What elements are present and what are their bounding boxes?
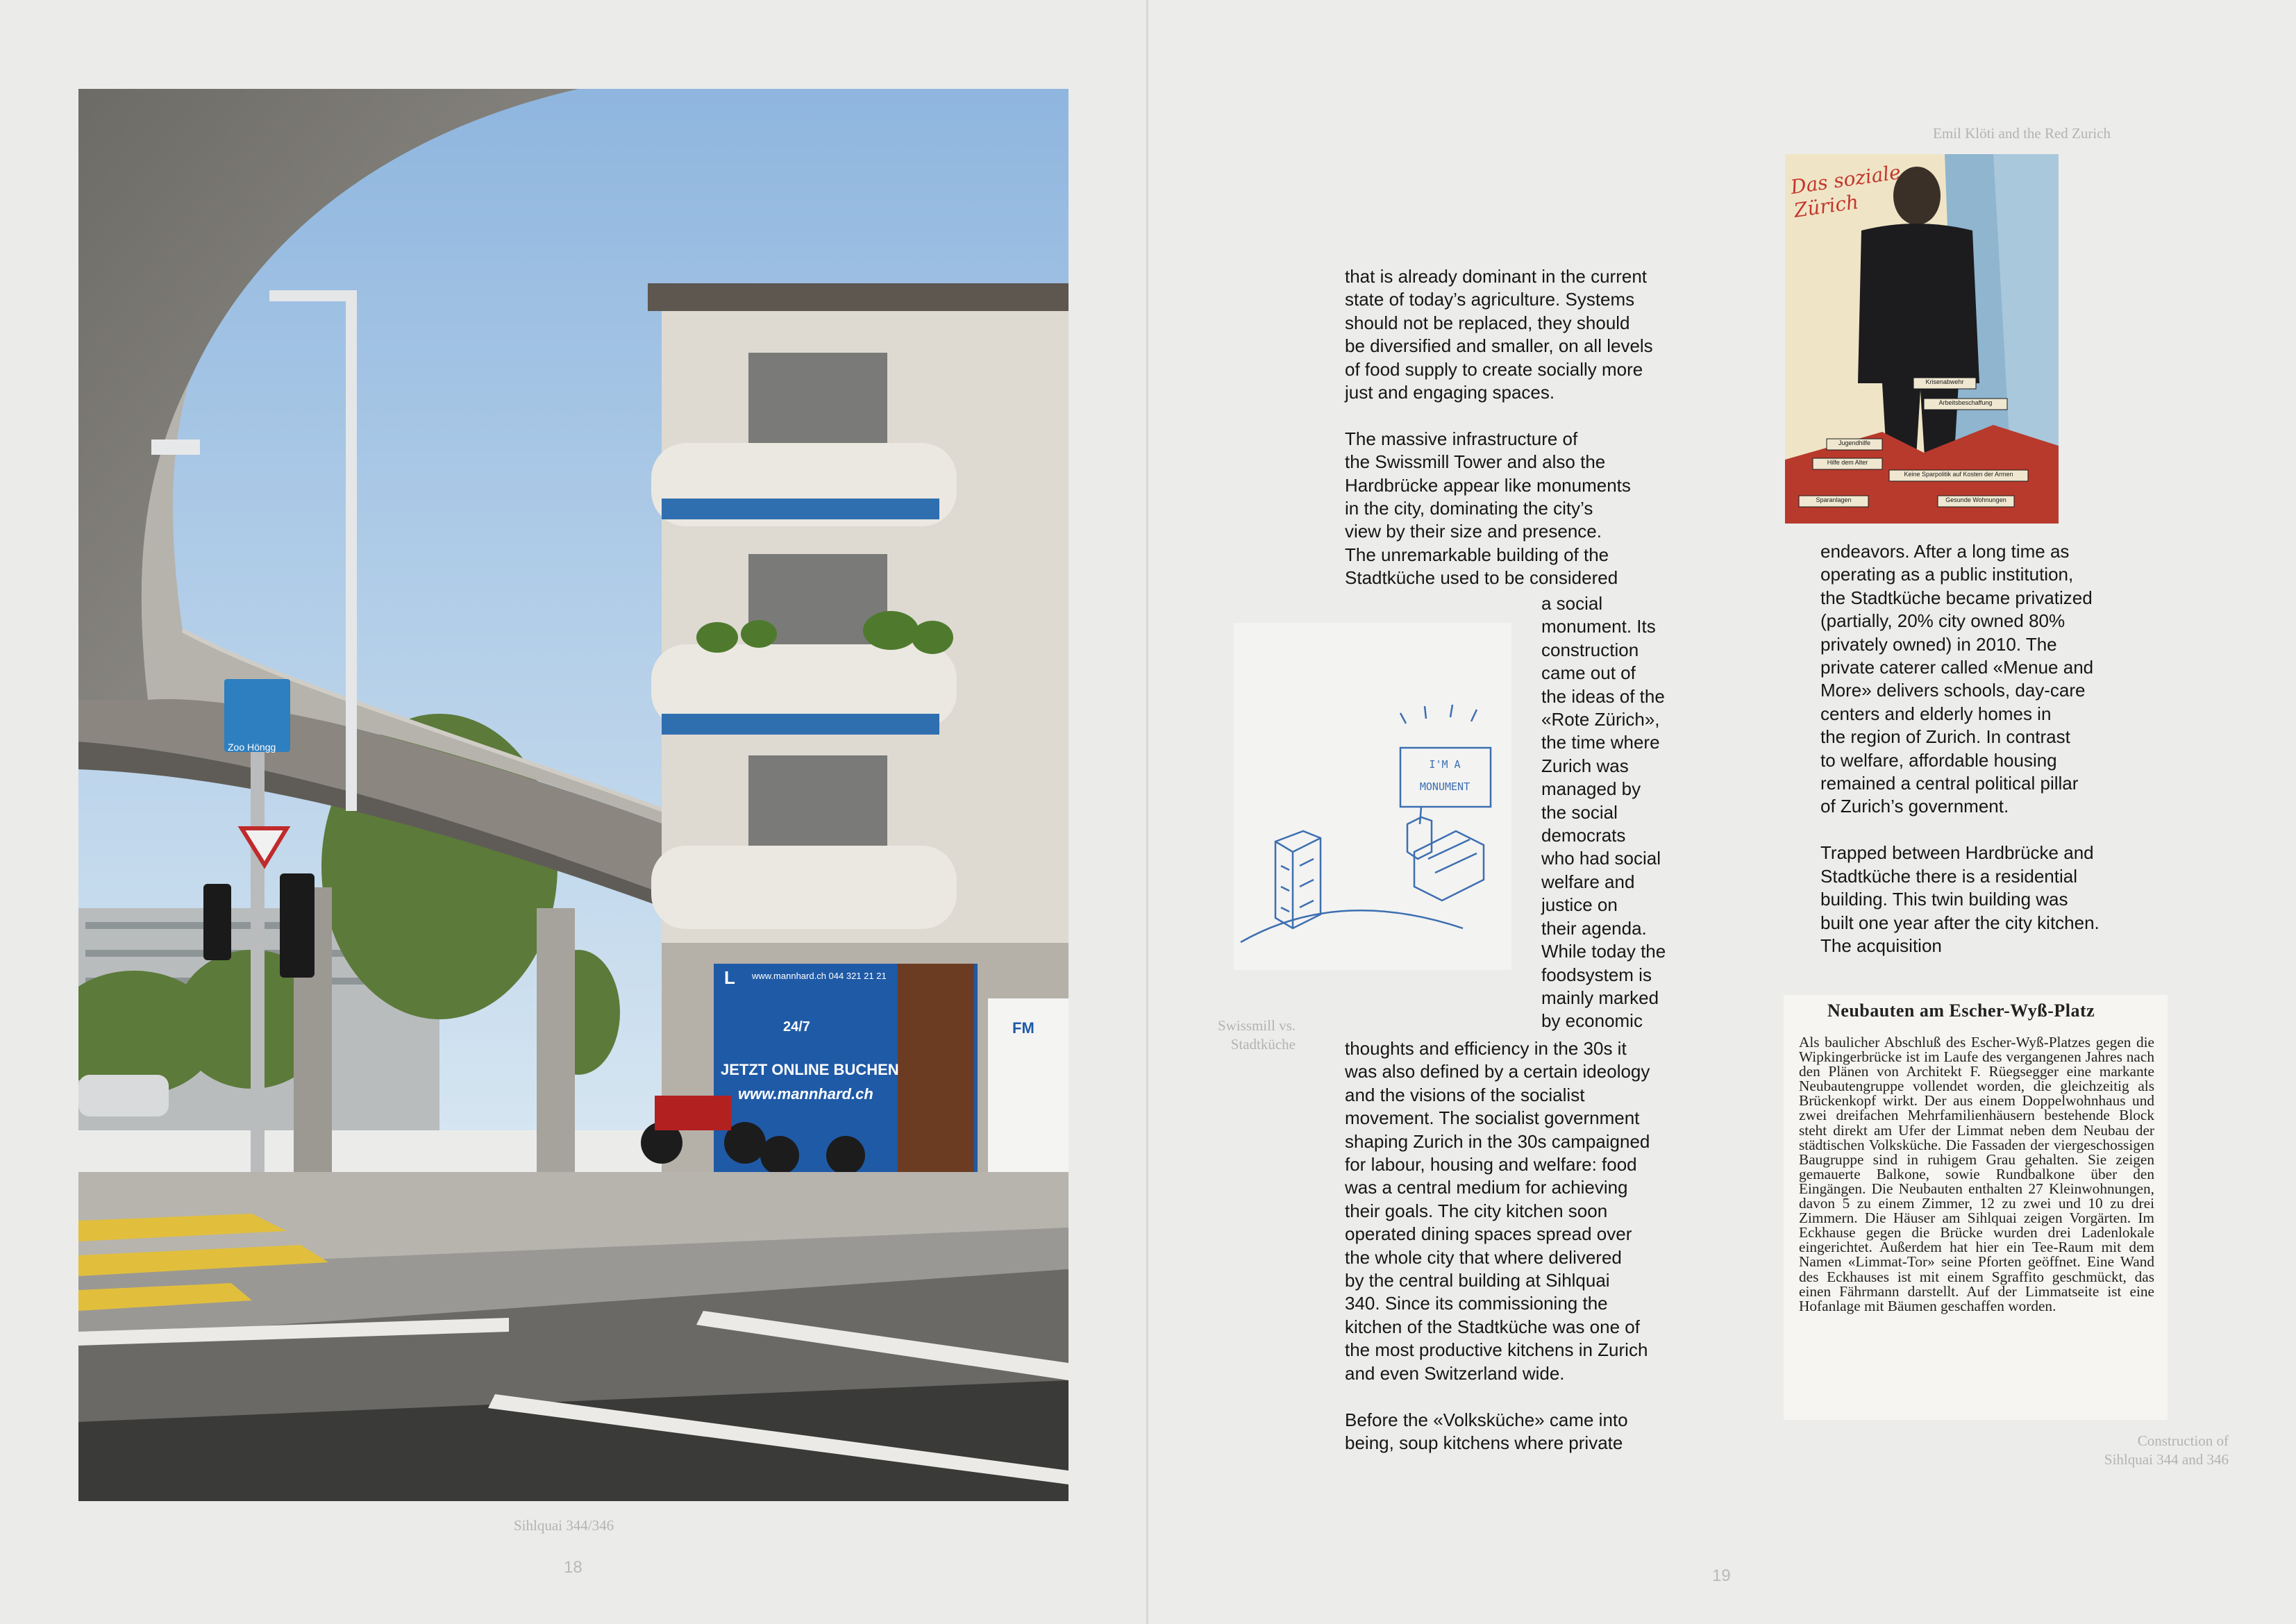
poster-label: Gesunde Wohnungen xyxy=(1945,496,2006,503)
body-column-1-top xyxy=(1345,265,1692,590)
body-paragraph: a social monument. Its construction came out of the ideas of the «Rote Zürich», the time where Zurich was managed by the social democrats who had social welfare and justice on their agenda. While today the foodsystem is mainly marked by economic xyxy=(1541,593,1666,1032)
sketch-swissmill-vs-stadtkueche xyxy=(1234,623,1511,970)
poster-label: Keine Sparpolitik auf Kosten der Armen xyxy=(1904,471,2013,478)
body-paragraph: thoughts and efficiency in the 30s it was also defined by a certain ideology and the visions of the socialist movement. The socialist government shaping Zurich in the 30s campaigned for labour, housing and welfare: food was a central medium for achieving their goals. The city kitchen soon operated dining spaces spread over the whole city that where delivered by the central building at Sihlquai 340. Since its commissioning the kitchen of the Stadtküche was one of the most productive kitchens in Zurich and even Switzerland wide. Before the «Volksküche» came into being, soup kitchens where private xyxy=(1345,1038,1650,1453)
shop-banner-text: JETZT ONLINE BUCHEN xyxy=(721,1061,899,1078)
direction-sign-text: Zoo Höngg xyxy=(228,742,276,753)
body-column-1-bottom xyxy=(1345,1037,1706,1455)
poster-title: Das soziale Zürich xyxy=(1789,160,1902,222)
shop-badge-text: FM xyxy=(1012,1019,1034,1037)
shop-url-text: www.mannhard.ch 044 321 21 21 xyxy=(752,971,887,981)
news-paragraph: Als baulicher Abschluß des Escher-Wyß-Platzes gegen die Wipkingerbrücke ist im Laufe des vergangenen Jahres nach den Plänen von Architekt F. Rüegsegger eine markante Neubautengruppe vollendet worden, die gleichzeitig als Brückenkopf wirkt. Der aus einem Doppelwohnhaus und zwei dreifachen Mehrfamilienhäusern bestehende Block steht direkt am Ufer der Limmat neben dem Neubau der städtischen Volksküche. Die Fassaden der viergeschossigen Baugruppe sind in ruhigem Grau gehalten. Sie zeigen gemauerte Balkone, sowie Rundbalkone über den Eingängen. Die Neubauten enthalten 27 Kleinwohnungen, davon 5 zu einem Zimmer, 12 zu zwei und 10 zu drei Zimmern. Die Häuser am Sihlquai zeigen Vorgärten. Im Eckhause gegen die Brücke wurden drei Ladenlokale eingerichtet. Außerdem hat hier ein Tee-Raum mit dem Namen «Limmat-Tor» seine Pforten geöffnet. Eine Wand des Eckhauses ist mit einem Sgraffito geschmückt, das einen Fährmann darstellt. Auf der Limmatseite ist eine Hofanlage mit Bäumen geschaffen worden. xyxy=(1799,1034,2154,1314)
photo-caption: Sihlquai 344/346 xyxy=(514,1517,614,1534)
news-title: Neubauten am Escher-Wyß-Platz xyxy=(1827,1001,2095,1021)
poster-das-soziale-zuerich xyxy=(1785,154,2059,524)
sketch-caption-line1: Swissmill vs. xyxy=(1217,1017,1296,1034)
page-number-left: 18 xyxy=(564,1558,583,1577)
left-page xyxy=(0,0,1147,1624)
sketch-caption xyxy=(1180,1016,1296,1054)
poster-label: Hilfe dem Alter xyxy=(1827,459,1868,466)
body-column-2 xyxy=(1820,540,2168,957)
sketch-speech-text: I'M A MONUMENT xyxy=(1419,758,1470,793)
news-caption-line2: Sihlquai 344 and 346 xyxy=(2104,1451,2229,1468)
news-body xyxy=(1799,1035,2154,1314)
street-photo xyxy=(78,89,1069,1501)
shop-brand-letter: L xyxy=(724,967,735,988)
poster-label: Arbeitsbeschaffung xyxy=(1938,399,1993,406)
news-caption xyxy=(2013,1432,2229,1469)
shop-url-large-text: www.mannhard.ch xyxy=(738,1085,873,1103)
newspaper-clipping xyxy=(1784,995,2168,1420)
poster-label: Jugendhilfe xyxy=(1838,440,1871,446)
body-paragraph: that is already dominant in the current state of today’s agriculture. Systems should not be replaced, they should be diversified and smaller, on all levels of food supply to create socially more just and engaging spaces. The massive infrastructure of the Swissmill Tower and also the Hardbrücke appear like monuments in the city, dominating the city’s view by their size and presence. The unremarkable building of the Stadtküche used to be considered xyxy=(1345,266,1653,589)
running-header: Emil Klöti and the Red Zurich xyxy=(1933,125,2111,142)
body-paragraph: endeavors. After a long time as operating as a public institution, the Stadtküche became privatized (partially, 20% city owned 80% privately owned) in 2010. The private caterer called «Menue and More» delivers schools, day-care centers and elderly homes in the region of Zurich. In contrast to welfare, affordable housing remained a central political pillar of Zurich’s government. Trapped between Hardbrücke and Stadtküche there is a residential building. This twin building was built one year after the city kitchen. The acquisition xyxy=(1820,541,2100,956)
news-caption-line1: Construction of xyxy=(2137,1432,2229,1449)
poster-label: Sparanlagen xyxy=(1816,496,1852,503)
sketch-caption-line2: Stadtküche xyxy=(1230,1036,1296,1053)
body-column-1-narrow xyxy=(1541,592,1701,1033)
poster-label: Krisenabwehr xyxy=(1925,378,1964,385)
shop-hours-text: 24/7 xyxy=(783,1019,810,1035)
page-number-right: 19 xyxy=(1712,1566,1731,1585)
